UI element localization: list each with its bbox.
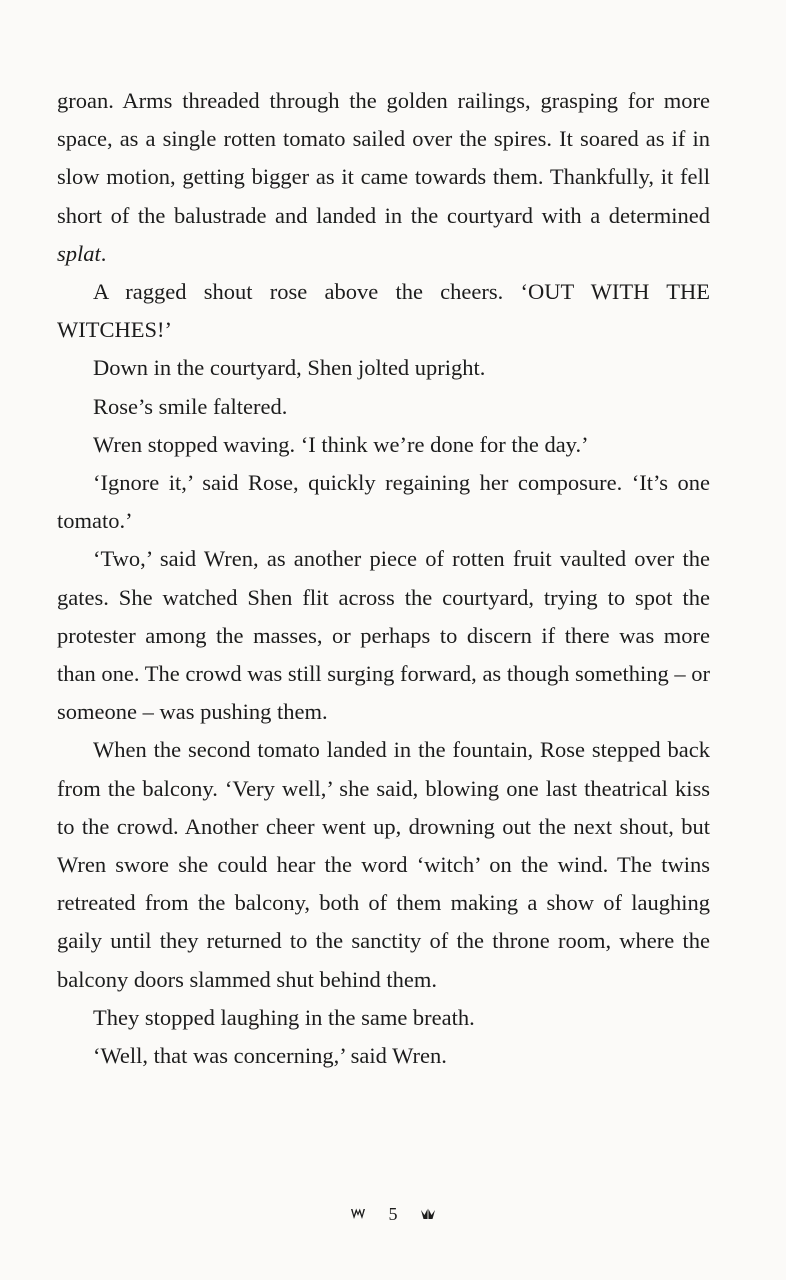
paragraph [57,82,710,273]
paragraph [57,388,710,426]
paragraph-text: ‘Well, that was concerning,’ said Wren. [93,1043,447,1069]
paragraph-text: ‘Two,’ said Wren, as another piece of rotten fruit vaulted over the gates. She watched Shen flit across the courtyard, trying to spot the protester among the masses, or perhaps to discern if there was more than one. The crowd was still surging forward, as though something – or someone – was pushing them. [57,546,710,725]
paragraph-text: ‘Ignore it,’ said Rose, quickly regaining her composure. ‘It’s one tomato.’ [57,470,710,534]
w-crown-ornament-icon [350,1205,366,1226]
paragraph-text: groan. Arms threaded through the golden railings, grasping for more space, as a single rotten tomato sailed over the spires. It soared as if in slow motion, getting bigger as it came towards them. Thankfully, it fell short of the balustrade and landed in the courtyard with a determined [57,88,710,228]
thorn-crown-ornament-icon [420,1205,436,1226]
paragraph [57,1037,710,1075]
paragraph [57,273,710,349]
paragraph-text: Down in the courtyard, Shen jolted upright. [93,355,486,381]
page-footer [0,1204,786,1226]
paragraph [57,540,710,731]
paragraph [57,999,710,1037]
paragraph [57,426,710,464]
paragraph [57,731,710,998]
paragraph-text: Rose’s smile faltered. [93,393,288,419]
emphasis-text: splat [57,240,101,266]
paragraph-text: Wren stopped waving. ‘I think we’re done for the day.’ [93,431,589,457]
paragraph-text: A ragged shout rose above the cheers. ‘OUT WITH THE WITCHES!’ [57,279,710,343]
paragraph-text: When the second tomato landed in the fountain, Rose stepped back from the balcony. ‘Very well,’ she said, blowing one last theatrical kiss to the crowd. Another cheer went up, drowning out the next shout, but Wren swore she could hear the word ‘witch’ on the wind. The twins retreated from the balcony, both of them making a show of laughing gaily until they returned to the sanctity of the throne room, where the balcony doors slammed shut behind them. [57,737,710,992]
paragraph [57,349,710,387]
page-body [57,82,710,1075]
paragraph [57,464,710,540]
paragraph-text: . [100,240,107,266]
page-number: 5 [388,1204,398,1224]
paragraph-text: They stopped laughing in the same breath. [93,1004,475,1030]
